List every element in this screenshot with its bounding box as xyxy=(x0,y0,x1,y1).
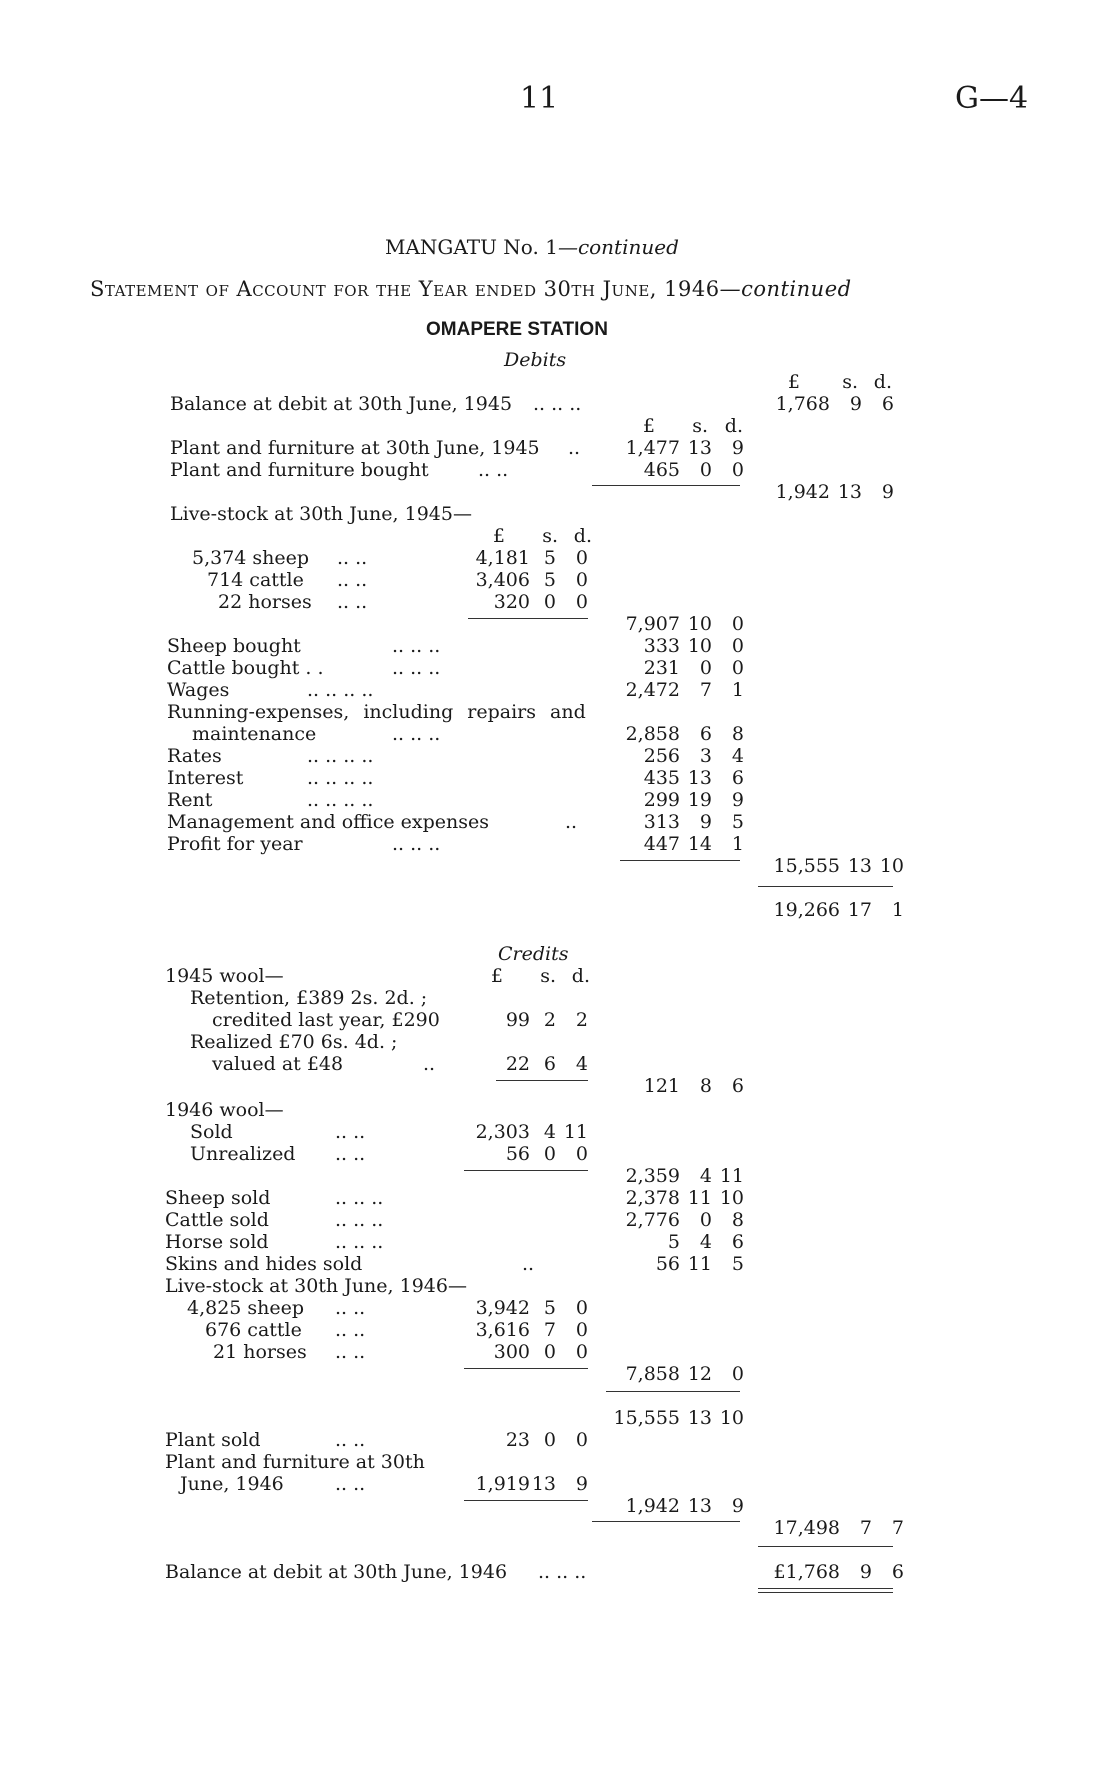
plant-1945-label: Plant and furniture at 30th June, 1945 xyxy=(170,437,540,459)
amount-pounds: 4,181 xyxy=(475,547,530,569)
leader-dots: .. .. .. xyxy=(392,723,441,745)
amount-pounds: 447 xyxy=(643,833,680,855)
subtotal-rule xyxy=(464,1368,588,1369)
amount-pence: 9 xyxy=(731,1495,744,1517)
livestock-item-label: 714 cattle xyxy=(207,569,304,591)
livestock-item-label: 22 horses xyxy=(218,591,312,613)
amount-shillings: 2 xyxy=(543,1009,556,1031)
credits-label: Credits xyxy=(498,943,569,965)
amount-pounds: 231 xyxy=(643,657,680,679)
col-s-header: s. xyxy=(692,415,708,437)
livestock-item-label: 21 horses xyxy=(213,1341,307,1363)
leader-dots: .. .. .. xyxy=(392,657,441,679)
col-pound-header: £ xyxy=(787,371,800,393)
page-number: 11 xyxy=(520,81,559,116)
amount-pence: 10 xyxy=(719,1407,744,1429)
leader-dots: .. .. .. xyxy=(392,635,441,657)
amount-pence: 6 xyxy=(881,393,894,415)
amount-pounds: 465 xyxy=(643,459,680,481)
amount-shillings: 7 xyxy=(699,679,712,701)
leader-dots: .. .. xyxy=(335,1297,366,1319)
amount-pounds: 7,858 xyxy=(625,1363,680,1385)
amount-pounds: 5 xyxy=(667,1231,680,1253)
col-d-header: d. xyxy=(873,371,892,393)
amount-pence: 0 xyxy=(575,1143,588,1165)
amount-pence: 0 xyxy=(575,591,588,613)
double-rule xyxy=(758,1588,893,1593)
leader-dots: .. .. xyxy=(335,1473,366,1495)
amount-shillings: 14 xyxy=(687,833,712,855)
col-d-header: d. xyxy=(573,525,592,547)
amount-pounds: 3,406 xyxy=(475,569,530,591)
amount-pence: 4 xyxy=(575,1053,588,1075)
amount-pounds: 2,359 xyxy=(625,1165,680,1187)
amount-pence: 9 xyxy=(731,437,744,459)
balance-1946-pounds: £1,768 xyxy=(773,1561,840,1583)
credit-item-label: Sold xyxy=(190,1121,233,1143)
amount-pounds: 7,907 xyxy=(625,613,680,635)
amount-pence: 9 xyxy=(881,481,894,503)
amount-shillings: 0 xyxy=(543,1143,556,1165)
leader-dots: .. xyxy=(568,437,581,459)
amount-pounds: 313 xyxy=(643,811,680,833)
balance-1946-pence: 6 xyxy=(891,1561,904,1583)
credit-item-label: Retention, £389 2s. 2d. ; xyxy=(190,987,428,1009)
credits-total-pence: 7 xyxy=(891,1517,904,1539)
amount-pence: 0 xyxy=(731,459,744,481)
subtotal-rule xyxy=(496,1080,588,1081)
debit-item-label: Sheep bought xyxy=(167,635,301,657)
credits-total-pounds: 17,498 xyxy=(773,1517,840,1539)
amount-pence: 8 xyxy=(731,1209,744,1231)
amount-shillings: 19 xyxy=(687,789,712,811)
page-code: G—4 xyxy=(955,81,1029,116)
leader-dots: .. .. xyxy=(335,1121,366,1143)
col-s-header: s. xyxy=(842,371,858,393)
amount-pence: 0 xyxy=(575,547,588,569)
amount-shillings: 0 xyxy=(699,657,712,679)
amount-pounds: 2,303 xyxy=(475,1121,530,1143)
credits-total-shillings: 7 xyxy=(859,1517,872,1539)
amount-pence: 9 xyxy=(731,789,744,811)
credit-item-label: valued at £48 xyxy=(212,1053,344,1075)
amount-shillings: 4 xyxy=(543,1121,556,1143)
leader-dots: .. .. .. .. xyxy=(307,789,374,811)
amount-shillings: 11 xyxy=(687,1187,712,1209)
statement-title: Statement of Account for the Year ended 30th June, 1946—continued xyxy=(90,277,852,301)
amount-pounds: 256 xyxy=(643,745,680,767)
debit-item-label: Rent xyxy=(167,789,213,811)
col-d-header: d. xyxy=(724,415,743,437)
credit-item-label: Skins and hides sold xyxy=(165,1253,363,1275)
leader-dots: .. .. xyxy=(335,1341,366,1363)
debit-item-label: Management and office expenses xyxy=(167,811,489,833)
amount-shillings: 9 xyxy=(849,393,862,415)
amount-shillings: 13 xyxy=(687,437,712,459)
amount-shillings: 0 xyxy=(543,1341,556,1363)
amount-pence: 1 xyxy=(731,679,744,701)
amount-pence: 10 xyxy=(719,1187,744,1209)
amount-pounds: 15,555 xyxy=(613,1407,680,1429)
station-title: OMAPERE STATION xyxy=(426,319,608,340)
subtotal-rule xyxy=(606,1391,740,1392)
subtotal-rule xyxy=(468,618,588,619)
amount-shillings: 0 xyxy=(699,459,712,481)
amount-pence: 6 xyxy=(731,1075,744,1097)
subtotal-rule xyxy=(464,1500,588,1501)
amount-pence: 10 xyxy=(879,855,904,877)
amount-shillings: 5 xyxy=(543,1297,556,1319)
credit-item-label: Sheep sold xyxy=(165,1187,271,1209)
credit-item-label: Cattle sold xyxy=(165,1209,269,1231)
balance-1945-label: Balance at debit at 30th June, 1945 xyxy=(170,393,513,415)
amount-pence: 8 xyxy=(731,723,744,745)
credit-item-label: Horse sold xyxy=(165,1231,269,1253)
amount-pounds: 2,472 xyxy=(625,679,680,701)
leader-dots: .. .. xyxy=(337,547,368,569)
amount-pounds: 23 xyxy=(505,1429,530,1451)
amount-pounds: 1,942 xyxy=(775,481,830,503)
section-title: MANGATU No. 1—continued xyxy=(385,235,679,259)
amount-pence: 5 xyxy=(731,811,744,833)
amount-pence: 2 xyxy=(575,1009,588,1031)
leader-dots: .. .. xyxy=(337,569,368,591)
amount-pounds: 121 xyxy=(643,1075,680,1097)
leader-dots: .. .. xyxy=(335,1319,366,1341)
amount-pounds: 1,942 xyxy=(625,1495,680,1517)
debit-item-label: Interest xyxy=(167,767,244,789)
amount-shillings: 13 xyxy=(837,481,862,503)
amount-shillings: 13 xyxy=(531,1473,556,1495)
subtotal-rule xyxy=(592,485,740,486)
amount-pounds: 56 xyxy=(505,1143,530,1165)
amount-pence: 1 xyxy=(731,833,744,855)
credit-item-label: credited last year, £290 xyxy=(212,1009,440,1031)
leader-dots: .. .. .. xyxy=(335,1231,384,1253)
amount-pounds: 2,378 xyxy=(625,1187,680,1209)
credit-item-label: Unrealized xyxy=(190,1143,296,1165)
amount-pence: 0 xyxy=(575,1341,588,1363)
livestock-1945-heading: Live-stock at 30th June, 1945— xyxy=(170,503,472,525)
amount-pence: 9 xyxy=(575,1473,588,1495)
livestock-1946-heading: Live-stock at 30th June, 1946— xyxy=(165,1275,467,1297)
leader-dots: .. .. .. xyxy=(533,393,582,415)
plant-bought-label: Plant and furniture bought xyxy=(170,459,429,481)
amount-shillings: 0 xyxy=(543,591,556,613)
plant-sold-label: Plant sold xyxy=(165,1429,261,1451)
amount-pence: 0 xyxy=(575,569,588,591)
amount-pence: 0 xyxy=(731,635,744,657)
amount-shillings: 6 xyxy=(543,1053,556,1075)
leader-dots: .. .. .. .. xyxy=(307,679,374,701)
amount-pounds: 320 xyxy=(493,591,530,613)
debit-item-label: Cattle bought . . xyxy=(167,657,324,679)
leader-dots: .. .. .. xyxy=(335,1209,384,1231)
leader-dots: .. .. xyxy=(335,1143,366,1165)
col-s-header: s. xyxy=(540,965,556,987)
leader-dots: .. .. xyxy=(335,1429,366,1451)
amount-pounds: 56 xyxy=(655,1253,680,1275)
livestock-item-label: 676 cattle xyxy=(205,1319,302,1341)
amount-pounds: 1,919 xyxy=(475,1473,530,1495)
leader-dots: .. xyxy=(423,1053,436,1075)
amount-pounds: 333 xyxy=(643,635,680,657)
subtotal-rule xyxy=(620,860,740,861)
amount-pence: 0 xyxy=(575,1319,588,1341)
leader-dots: .. .. .. xyxy=(538,1561,587,1583)
plant-1946-label: June, 1946 xyxy=(180,1473,284,1495)
amount-pence: 5 xyxy=(731,1253,744,1275)
col-s-header: s. xyxy=(542,525,558,547)
wool-1945-heading: 1945 wool— xyxy=(165,965,284,987)
amount-shillings: 13 xyxy=(687,1495,712,1517)
leader-dots: .. .. .. xyxy=(335,1187,384,1209)
debit-item-label: Profit for year xyxy=(167,833,303,855)
amount-pounds: 300 xyxy=(493,1341,530,1363)
debits-total-pounds: 19,266 xyxy=(773,899,840,921)
leader-dots: .. .. .. .. xyxy=(307,767,374,789)
debits-total-shillings: 17 xyxy=(847,899,872,921)
col-pound-header: £ xyxy=(642,415,655,437)
amount-pence: 0 xyxy=(575,1429,588,1451)
amount-shillings: 11 xyxy=(687,1253,712,1275)
livestock-item-label: 5,374 sheep xyxy=(192,547,310,569)
amount-pounds: 299 xyxy=(643,789,680,811)
debit-item-label: Rates xyxy=(167,745,222,767)
amount-shillings: 10 xyxy=(687,613,712,635)
amount-pence: 0 xyxy=(731,657,744,679)
amount-shillings: 9 xyxy=(699,811,712,833)
amount-shillings: 0 xyxy=(699,1209,712,1231)
credit-item-label: Realized £70 6s. 4d. ; xyxy=(190,1031,398,1053)
amount-pounds: 3,942 xyxy=(475,1297,530,1319)
amount-pounds: 1,477 xyxy=(625,437,680,459)
amount-shillings: 12 xyxy=(687,1363,712,1385)
debits-total-pence: 1 xyxy=(891,899,904,921)
debit-item-label: Running-expenses, including repairs and xyxy=(167,701,586,723)
debit-item-label: maintenance xyxy=(192,723,317,745)
col-d-header: d. xyxy=(571,965,590,987)
amount-pence: 11 xyxy=(719,1165,744,1187)
amount-pence: 11 xyxy=(563,1121,588,1143)
amount-shillings: 4 xyxy=(699,1165,712,1187)
amount-pounds: 2,776 xyxy=(625,1209,680,1231)
amount-pence: 4 xyxy=(731,745,744,767)
amount-pounds: 22 xyxy=(505,1053,530,1075)
col-pound-header: £ xyxy=(492,525,505,547)
amount-pounds: 2,858 xyxy=(625,723,680,745)
amount-shillings: 13 xyxy=(687,1407,712,1429)
amount-pence: 0 xyxy=(731,613,744,635)
amount-pence: 6 xyxy=(731,1231,744,1253)
plant-1946-label: Plant and furniture at 30th xyxy=(165,1451,425,1473)
amount-pounds: 435 xyxy=(643,767,680,789)
total-rule xyxy=(758,1546,893,1547)
debit-item-label: Wages xyxy=(167,679,230,701)
wool-1946-heading: 1946 wool— xyxy=(165,1099,284,1121)
amount-pounds: 99 xyxy=(505,1009,530,1031)
amount-shillings: 5 xyxy=(543,569,556,591)
leader-dots: .. .. .. xyxy=(392,833,441,855)
amount-pounds: 3,616 xyxy=(475,1319,530,1341)
amount-shillings: 4 xyxy=(699,1231,712,1253)
balance-1946-label: Balance at debit at 30th June, 1946 xyxy=(165,1561,508,1583)
amount-pounds: 1,768 xyxy=(775,393,830,415)
amount-shillings: 3 xyxy=(699,745,712,767)
debits-label: Debits xyxy=(504,349,567,371)
leader-dots: .. .. xyxy=(478,459,509,481)
leader-dots: .. xyxy=(522,1253,535,1275)
balance-1946-shillings: 9 xyxy=(859,1561,872,1583)
amount-shillings: 5 xyxy=(543,547,556,569)
amount-shillings: 8 xyxy=(699,1075,712,1097)
livestock-item-label: 4,825 sheep xyxy=(187,1297,305,1319)
amount-pence: 6 xyxy=(731,767,744,789)
leader-dots: .. .. xyxy=(337,591,368,613)
amount-pence: 0 xyxy=(731,1363,744,1385)
amount-shillings: 10 xyxy=(687,635,712,657)
amount-shillings: 13 xyxy=(847,855,872,877)
col-pound-header: £ xyxy=(490,965,503,987)
subtotal-rule xyxy=(592,1521,740,1522)
amount-shillings: 0 xyxy=(543,1429,556,1451)
subtotal-rule xyxy=(464,1170,588,1171)
amount-pence: 0 xyxy=(575,1297,588,1319)
amount-pounds: 15,555 xyxy=(773,855,840,877)
leader-dots: .. xyxy=(565,811,578,833)
amount-shillings: 13 xyxy=(687,767,712,789)
amount-shillings: 7 xyxy=(543,1319,556,1341)
total-rule xyxy=(758,886,893,887)
amount-shillings: 6 xyxy=(699,723,712,745)
leader-dots: .. .. .. .. xyxy=(307,745,374,767)
